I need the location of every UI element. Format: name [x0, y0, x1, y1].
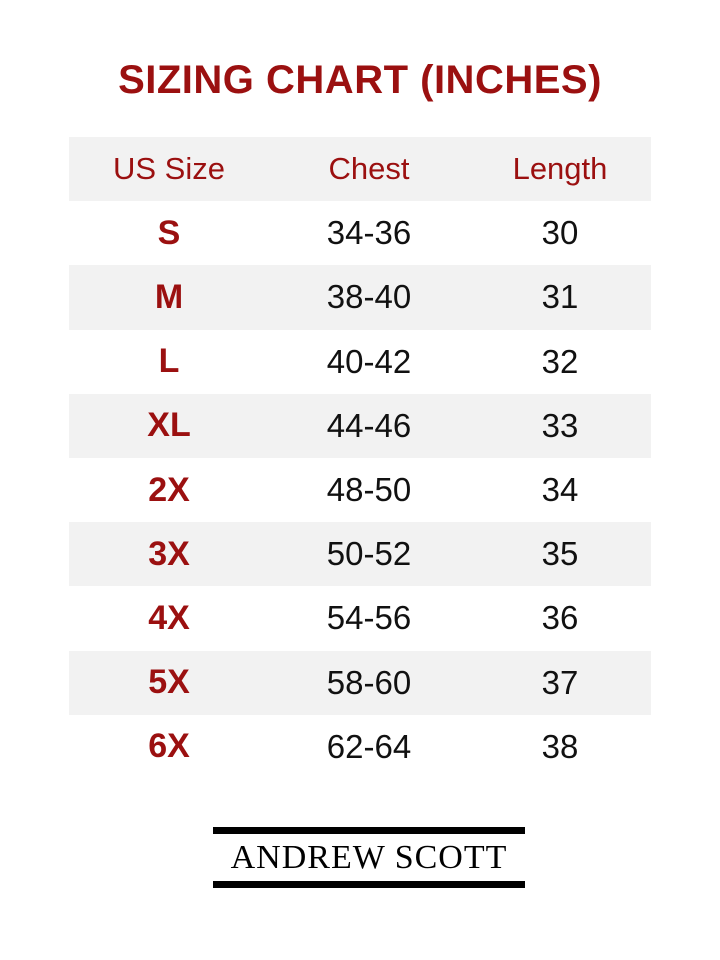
chest-cell: 62-64 [326, 727, 412, 765]
table-row [69, 458, 651, 522]
length-cell: 36 [541, 599, 579, 637]
size-cell: M [154, 277, 184, 316]
length-cell: 38 [541, 727, 579, 765]
chest-cell: 48-50 [326, 471, 412, 509]
table-row [69, 651, 651, 715]
size-cell: 2X [148, 470, 190, 509]
length-cell: 33 [541, 406, 579, 444]
length-cell: 37 [541, 663, 579, 701]
size-cell: L [158, 342, 180, 381]
chest-cell: 40-42 [326, 342, 412, 380]
column-header-length: Length [512, 151, 608, 187]
size-cell: 6X [148, 727, 190, 766]
length-cell: 35 [541, 535, 579, 573]
table-row [69, 330, 651, 394]
table-header-row [69, 137, 651, 201]
chest-cell: 50-52 [326, 535, 412, 573]
brand-logo [213, 827, 525, 891]
chest-cell: 38-40 [326, 278, 412, 316]
table-row [69, 586, 651, 650]
size-cell: XL [147, 406, 191, 445]
chest-cell: 34-36 [326, 214, 412, 252]
table-row [69, 201, 651, 265]
logo-bottom-bar [213, 881, 525, 888]
table-row [69, 265, 651, 329]
column-header-us-size: US Size [113, 151, 225, 187]
table-row [69, 522, 651, 586]
chart-title: SIZING CHART (INCHES) [118, 58, 602, 102]
table-row [69, 394, 651, 458]
size-cell: S [157, 213, 181, 252]
length-cell: 32 [541, 342, 579, 380]
length-cell: 34 [541, 471, 579, 509]
table-row [69, 715, 651, 779]
chest-cell: 54-56 [326, 599, 412, 637]
size-cell: 3X [148, 534, 190, 573]
chest-cell: 58-60 [326, 663, 412, 701]
size-cell: 4X [148, 598, 190, 637]
column-header-chest: Chest [328, 151, 410, 187]
length-cell: 31 [541, 278, 579, 316]
brand-name: ANDREW SCOTT [230, 839, 508, 876]
size-cell: 5X [148, 663, 190, 702]
length-cell: 30 [541, 214, 579, 252]
chest-cell: 44-46 [326, 406, 412, 444]
sizing-table [69, 137, 651, 779]
logo-top-bar [213, 827, 525, 834]
table-body [69, 201, 651, 779]
